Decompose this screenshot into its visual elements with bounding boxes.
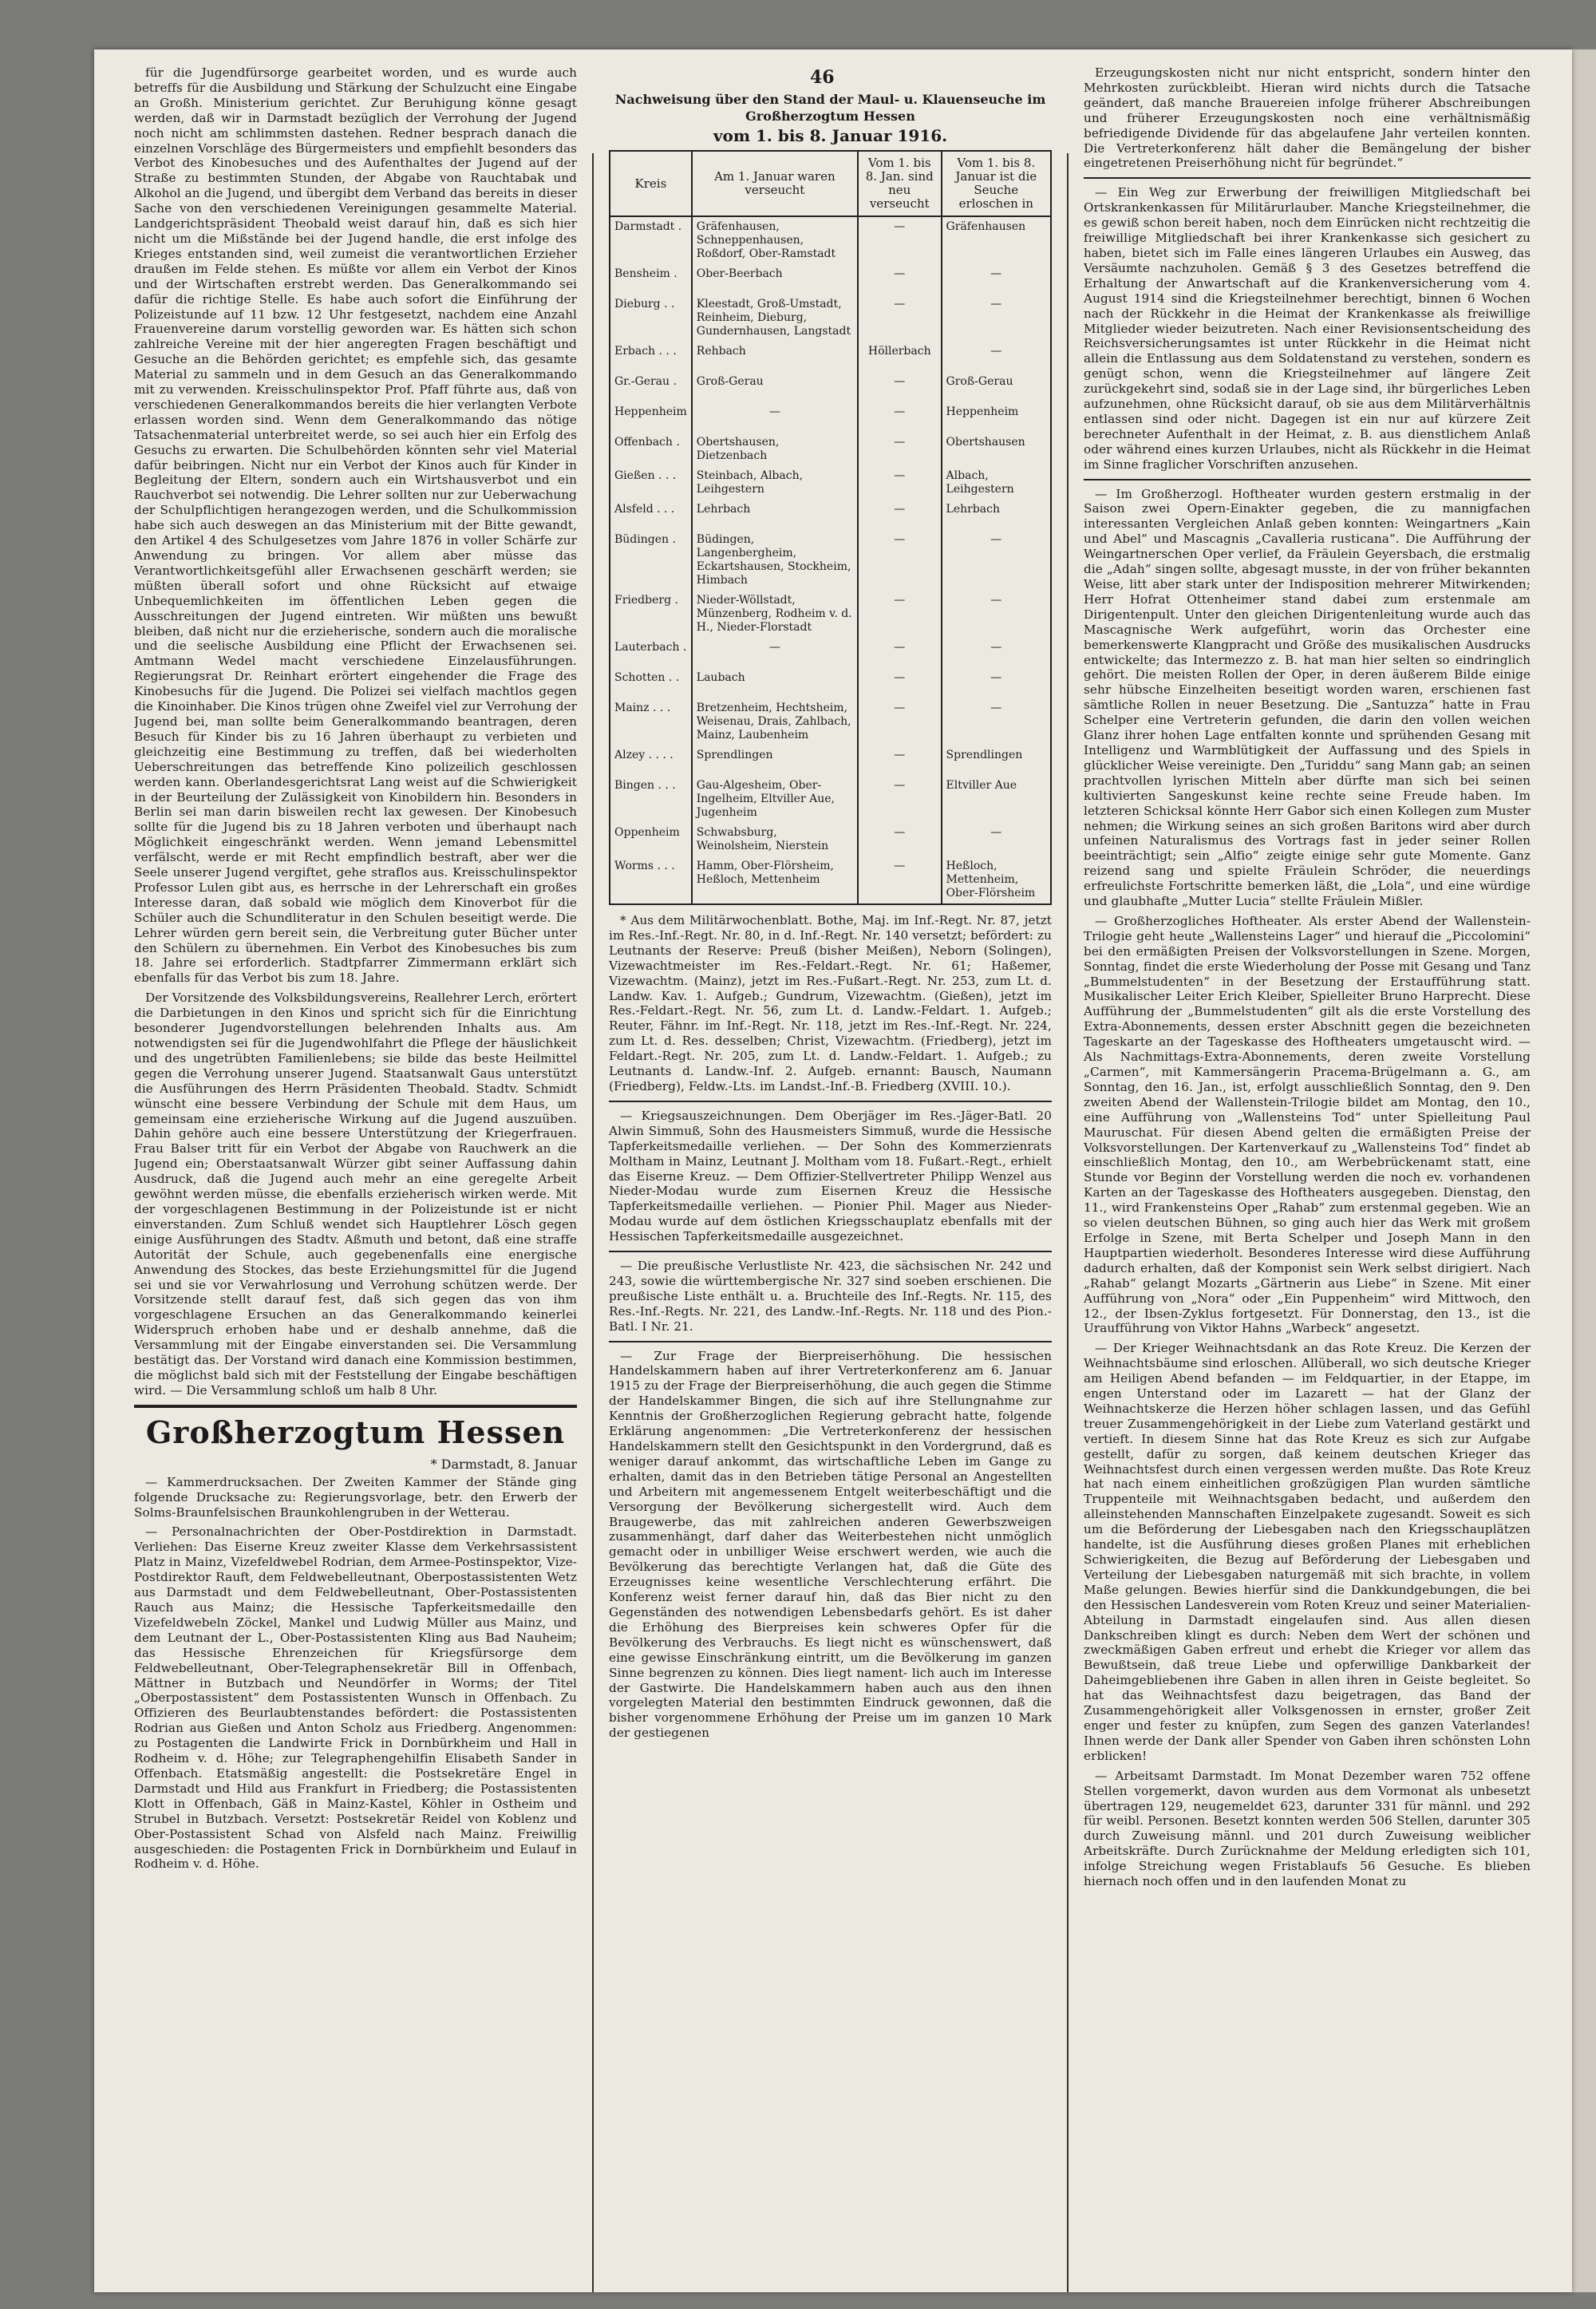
article-paragraph: — Im Großherzogl. Hoftheater wurden gestern erstmalig in der Saison zwei Opern-Einakter gegeben, die zu mannigfachen interessanten Vergleichen Anlaß geben konnten: Weingartners „Kain und Abel“ und Mascagnis „Cavalleria rusticana“. Die Aufführung der Weingartnerschen Oper verlief, da Fräulein Geyersbach, die erstmalig die „Adah“ singen sollte, abgesagt musste, in der von früher bekannten Weise, litt aber stark unter der Indisposition mehrerer Mitwirkenden; Herr Hofrat Ottenheimer stand dabei zum erstenmale am Dirigentenpult. Unter den gleichen Dirigentenleitung wurde auch das Mascagnische Werk aufgeführt, worin das Orchester eine bemerkenswerte Klangpracht und Größe des musikalischen Ausdrucks entwickelte; das Intermezzo z. B. hat man hier selten so eindringlich gehört. Die meisten Rollen der Oper, in deren äußerem Bilde einige sehr hübsche Einzelheiten beseitigt worden waren, erschienen fast sämtliche Rollen in neuer Besetzung. Die „Santuzza“ hatte in Frau Schelper eine Vertreterin gefunden, die darin den vollen weichen Glanz ihrer hohen Lage entfalten konnte und sprühenden Gesang mit Intelligenz und Warmblütigkeit der Auffassung und des Spiels in glücklicher Weise vereinigte. Den „Turiddu“ sang Mann gab; an seinen prachtvollen lyrischen Mitteln aber dürfte man sich bei seinen kultivierten Sangeskunst keine rechte seine Freude haben. Im letzteren Schicksal könnte Herr Gabor sich einen Kollegen zum Muster nehmen; die Wirkung seines an sich großen Baritons wird aber durch unfeinen Naturalismus des Vortrags fast in jeder seiner Rollen beeinträchtigt; sein „Alfio“ zeigte einige sehr gute Momente. Ganz reizend sang und spielte Fräulein Schröder, die neuerdings erfreulichste Fortschritte bemerken läßt, die „Lola“, und eine würdige und glaubhafte „Mutter Lucia“ stellte Fräulein Mißler. <box>1084 486 1531 909</box>
table-cell: — <box>858 402 942 433</box>
table-cell: — <box>858 264 942 295</box>
column-rule-left <box>592 153 594 2292</box>
table-cell: Offenbach . <box>610 433 692 466</box>
table-cell: Gräfenhausen <box>942 216 1051 264</box>
article-paragraph: für die Jugendfürsorge gearbeitet worden, und es wurde auch betreffs für die Ausbildung und Stärkung der Schulzucht eine Eingabe an Großh. Ministerium gerichtet. Zur Beruhigung könne gesagt werden, daß wir in Darmstadt bezüglich der Verrohung der Jugend noch nicht am schlimmsten dastehen. Redner besprach danach die einzelnen Vorschläge des Bürgermeisters und empfiehlt besonders das Verbot des Kinobesuches und des Aufenthaltes der Jugend auf der Straße zu bestimmten Stunden, der Abgabe von Rauchtabak und Alkohol an die Jugend, und übergibt dem Verband das bereits in dieser Sache von den verschiedenen Vereinigungen gesammelte Material. Landgerichtspräsident Theobald weist darauf hin, daß es sich hier nicht um die Mißstände bei der Jugend handle, die erst infolge des Krieges entstanden sind, weil zumeist die verantwortlichen Erzieher draußen im Felde stehen. Es müßte vor allem ein Verbot der Kinos und der Wirtschaften erstrebt werden. Das Generalkommando sei dafür die richtige Stelle. Es habe auch sofort die Einführung der Polizeistunde auf 11 bzw. 12 Uhr festgesetzt, nachdem eine Anzahl Frauenvereine darum vorstellig geworden war. Es hätten sich schon zahlreiche Vereine mit der hier angeregten Fragen beschäftigt und Gesuche an die Behörden gerichtet; es empfehle sich, das gesamte Material zu sammeln und in dem Gesuch an das Generalkommando mit zu verwenden. Kreisschulinspektor Prof. Pfaff führte aus, daß von verschiedenen Generalkommandos bereits die hier verlangten Verbote erlassen worden sind. Wenn dem Generalkommando das nötige Tatsachenmaterial unterbreitet werde, so sei auch hier ein Erfolg des Gesuchs zu erwarten. Die Schulbehörden könnten sehr viel Material dafür beibringen. Nicht nur ein Verbot der Kinos auch für Kinder in Begleitung der Eltern, sondern auch ein Wirtshausverbot und ein Rauchverbot sei notwendig. Die Lehrer sollten nur zur Ueberwachung der Schulpflichtigen herangezogen werden, und die Schulkommission habe sich auch deswegen an das Ministerium mit der Bitte gewandt, den Artikel 4 des Schulgesetzes vom Jahre 1876 in voller Schärfe zur Anwendung zu bringen. Vor allem aber müsse das Verantwortlichkeitsgefühl aller Erwachsenen geschärft werden; sie müßten überall sofort und ohne Rücksicht auf etwaige Unbequemlichkeiten im öffentlichen Leben gegen die Ausschreitungen der Jugend eintreten. Wir müßten uns bewußt bleiben, daß nicht nur die erzieherische, sondern auch die moralische und die seelische Ausbildung eine Pflicht der Erwachsenen sei. Amtmann Wedel macht verschiedene Einzelausführungen. Regierungsrat Dr. Reinhart erörtert eingehender die Frage des Kinobesuchs für die Jugend. Die Polizei sei vielfach machtlos gegen die Kinoinhaber. Die Kinos trügen ohne Zweifel viel zur Verrohung der Jugend bei, man sollte beim Generalkommando beantragen, deren Besuch für Kinder bis zu 16 Jahren überhaupt zu verbieten und gleichzeitig eine Bestimmung zu treffen, daß bei wiederholten Ueberschreitungen das betreffende Kino polizeilich geschlossen werden kann. Oberlandesgerichtsrat Lang weist auf die Schwierigkeit in der Beurteilung der Zulässigkeit von Kinobildern hin. Besonders in Berlin sei man darin bisweilen recht lax gewesen. Der Kinobesuch sollte für die Jugend bis zu 18 Jahren verboten und überhaupt nach Möglichkeit eingeschränkt werden. Wenn jemand Lebensmittel verfälscht, werde er mit Recht empfindlich bestraft, aber wer die Seele unserer Jugend vergiftet, gehe straflos aus. Kreisschulinspektor Professor Lulen gibt aus, es herrsche in der Lehrerschaft ein großes Interesse daran, daß sobald wie möglich dem Kinoverbot für die Schüler auch die Schundliteratur in den Schulen beseitigt werde. Die Lehrer würden gern bereit sein, die Verbreitung guter Bücher unter den Schülern zu übernehmen. Ein Verbot des Kinobesuches bis zum 18. Jahre sei erforderlich. Stadtpfarrer Zimmermann erklärt sich ebenfalls für das Verbot bis zum 18. Jahre. <box>134 65 577 986</box>
dateline: * Darmstadt, 8. Januar <box>430 1456 577 1472</box>
table-row <box>610 466 1051 500</box>
table-cell: — <box>858 433 942 466</box>
table-cell: — <box>942 668 1051 698</box>
table-cell: — <box>858 668 942 698</box>
article-paragraph: — Personalnachrichten der Ober-Postdirektion in Darmstadt. Verliehen: Das Eiserne Kreuz zweiter Klasse dem Verkehrsassistent Platz in Mainz, Vizefeldwebel Rodrian, dem Armee-Postinspektor, Vize-Postdirektor Rauft, dem Feldwebelleutnant, Oberpostassistenten Wetz aus Darmstadt und dem Feldwebelleutnant, Ober-Postassistenten Rauch aus Mainz; die Hessische Tapferkeitsmedaille den Vizefeldwebeln Zöckel, Mankel und Ludwig Müller aus Mainz, und dem Leutnant der L., Ober-Postassistenten Kling aus Bad Nauheim; das Hessische Ehrenzeichen für Kriegsfürsorge dem Feldwebelleutnant, Ober-Telegraphensekretär Bill in Offenbach, Mättner in Butzbach und Neundörfer in Worms; der Titel „Oberpostassistent“ dem Postassistenten Wunsch in Offenbach. Zu Offizieren des Beurlaubtenstandes befördert: die Postassistenten Rodrian aus Gießen und Anton Scholz aus Friedberg. Angenommen: zu Postagenten die Landwirte Frick in Dornbürkheim und Hall in Rodheim v. d. Höhe; zur Telegraphengehilfin Elisabeth Sander in Offenbach. Etatsmäßig angestellt: die Postsekretäre Engel in Darmstadt und Hild aus Frankfurt in Friedberg; die Postassistenten Klott in Offenbach, Gäß in Mainz-Kastel, Köhler in Ostheim und Strubel in Butzbach. Versetzt: Postsekretär Reidel von Koblenz und Ober-Postassistent Schad von Alsfeld nach Mainz. Freiwillig ausgeschieden: die Postagenten Frick in Dornbürkheim und Eulauf in Rodheim v. d. Höhe. <box>134 1524 577 1872</box>
table-row <box>610 295 1051 342</box>
table-cell: — <box>858 500 942 530</box>
table-cell: Gießen . . . <box>610 466 692 500</box>
table-cell: — <box>858 698 942 745</box>
article-paragraph: — Zur Frage der Bierpreiserhöhung. Die hessischen Handelskammern haben auf ihrer Vertreterkonferenz am 6. Januar 1915 zu der Frage der Bierpreiserhöhung, die auch gegen die Stimme der Handelskammer Bingen, die sich auf ihre Stellungnahme zur Kenntnis der Großherzoglichen Regierung gebracht hatte, folgende Erklärung angenommen: „Die Vertreterkonferenz der hessischen Handelskammern stellt den Gesichtspunkt in den Vordergrund, daß es weniger darauf ankommt, das wirtschaftliche Leben im Gange zu erhalten, damit das in den Betrieben tätige Personal an Angestellten und Arbeitern mit angemessenem Entgelt weiterbeschäftigt und die Versorgung der Bevölkerung sichergestellt wird. Auch dem Braugewerbe, das mit zahlreichen anderen Gewerbszweigen zusammenhängt, darf daher das Weiterbestehen nicht unmöglich gemacht oder in unbilliger Weise erschwert werden, wie auch die Bevölkerung das berechtigte Verlangen hat, daß die Güte des Erzeugnisses keine wesentliche Verschlechterung erfährt. Die Konferenz weist ferner darauf hin, daß das Bier nicht zu den Gegenständen des notwendigen Lebensbedarfs gehört. Es ist daher die Erhöhung des Bierpreises kein schweres Opfer für die Bevölkerung des Verbrauchs. Es liegt nicht es wünschenswert, daß eine gewisse Einschränkung eintritt, um die Bevölkerung im ganzen Sinne begrenzen zu können. Dies liegt nament- lich auch im Interesse der Gastwirte. Die Handelskammern haben auch aus den ihnen vorgelegten Material den bestimmten Eindruck gewonnen, daß die bisher vorgenommene Erhöhung der Preise um im ganzen 10 Mark der gestiegenen <box>609 1348 1052 1741</box>
table-cell: Groß-Gerau <box>942 372 1051 402</box>
table-header: Kreis <box>610 151 692 216</box>
table-cell: Dieburg . . <box>610 295 692 342</box>
table-row <box>610 500 1051 530</box>
table-cell: — <box>942 530 1051 591</box>
table-row <box>610 433 1051 466</box>
table-cell: Bretzenheim, Hechtsheim, Weisenau, Drais, Zahlbach, Mainz, Laubenheim <box>692 698 858 745</box>
table-cell: Obertshausen, Dietzenbach <box>692 433 858 466</box>
article-paragraph: — Großherzogliches Hoftheater. Als erster Abend der Wallenstein-Trilogie geht heute „Wallensteins Lager“ und hierauf die „Piccolomini“ bei den ermäßigten Preisen der Volksvorstellungen in Szene. Morgen, Sonntag, findet die erste Wiederholung der Posse mit Gesang und Tanz „Bummelstudenten“ in der Besetzung der Erstaufführung statt. Musikalischer Leiter Erich Kleiber, Spielleiter Bruno Harprecht. Diese Aufführung der „Bummelstudenten“ gilt als die erste Vorstellung des Extra-Abonnements, dessen erster Abschnitt gegen die bezeichneten Tageskarte an der Tageskasse des Hoftheaters umgetauscht wird. — Als Nachmittags-Extra-Abonnements, deren zweite Vorstellung „Carmen“, mit Kammersängerin Pracema-Brügelmann a. G., am Sonntag, den 16. Jan., ist, erfolgt ausschließlich Sonntag, den 9. Den zweiten Abend der Wallenstein-Trilogie bildet am Montag, den 10., eine Aufführung von „Wallensteins Tod“ unter Spielleitung Paul Mauruschat. Für diesen Abend gelten die ermäßigten Preise der Volksvorstellungen. Der Kartenverkauf zu „Wallensteins Tod“ findet ab einschließlich Montag, den 10., am Werbebrückenamt statt, eine Stunde vor Beginn der Vorstellung werden die noch ev. vorhandenen Karten an der Tageskasse des Hoftheaters ausgegeben. Dienstag, den 11., wird Frankensteins Oper „Rahab“ zum erstenmal gegeben. Wie an so vielen deutschen Bühnen, so ging auch hier das Werk mit großem Erfolge in Szene, mit Berta Schelper und Joseph Mann in den Hauptpartien wiederholt. Besonderes Interesse wird diese Aufführung dadurch erhalten, daß der Komponist sein Werk selbst dirigiert. Nach „Rahab“ gelangt Mozarts „Gärtnerin aus Liebe“ in Szene. Mit einer Aufführung von „Nora“ oder „Ein Puppenheim“ wird Mittwoch, den 12., der Ibsen-Zyklus fortgesetzt. Für Donnerstag, den 13., ist die Uraufführung von Viktor Hahns „Warbeck“ angesetzt. <box>1084 913 1531 1336</box>
table-cell: Büdingen . <box>610 530 692 591</box>
table-row <box>610 776 1051 823</box>
table-cell: Hamm, Ober-Flörsheim, Heßloch, Mettenheim <box>692 856 858 904</box>
table-cell: — <box>858 823 942 856</box>
table-cell: Laubach <box>692 668 858 698</box>
page-number: 46 <box>810 67 835 88</box>
section-title: Großherzogtum Hessen <box>145 1413 566 1450</box>
table-row <box>610 342 1051 372</box>
article-paragraph: * Aus dem Militärwochenblatt. Bothe, Maj. im Inf.-Regt. Nr. 87, jetzt im Res.-Inf.-Regt. Nr. 80, in d. Inf.-Regt. Nr. 140 versetzt; befördert: zu Leutnants der Reserve: Preuß (bisher Meißen), Neborn (Solingen), Vizewachtmeister im Res.-Feldart.-Regt. Nr. 61; Haßemer, Vizewachtm. (Mainz), jetzt im Res.-Fußart.-Regt. Nr. 253, zum Lt. d. Landw. Kav. 1. Aufgeb.; Gundrum, Vizewachtm. (Gießen), jetzt im Res.-Feldart.-Regt. Nr. 56, zum Lt. d. Landw.-Feldart. 1. Aufgeb.; Reuter, Fähnr. im Inf.-Regt. Nr. 118, jetzt im Res.-Inf.-Regt. Nr. 224, zum Lt. d. Res. desselben; Christ, Vizewachtm. (Friedberg), jetzt im Feldart.-Regt. Nr. 205, zum Lt. d. Landw.-Feldart. 1. Aufgeb.; zu Leutnants d. Landw.-Inf. 2. Aufgeb. ernannt: Bausch, Naumann (Friedberg), Feldw.-Lts. im Landst.-Inf.-B. Friedberg (XVIII. 10.). <box>609 913 1052 1093</box>
column-left <box>134 65 577 2236</box>
column-middle <box>609 91 1052 2262</box>
table-cell: — <box>942 295 1051 342</box>
table-cell: Sprendlingen <box>942 745 1051 776</box>
table-cell: — <box>942 698 1051 745</box>
table-row <box>610 216 1051 264</box>
article-paragraph: Erzeugungskosten nicht nur nicht entspricht, sondern hinter den Mehrkosten zurückbleibt. Hieran wird nichts durch die Tatsache geändert, daß manche Brauereien infolge früherer Abschreibungen und früherer Erzeugungskosten noch eine verhältnismäßig befriedigende Dividende für das abgelaufene Jahr verteilen konnten. Die Vertreterkonferenz hält daher die Bemängelung der bisher eingetretenen Preiserhöhung nicht für begründet.“ <box>1084 65 1531 171</box>
table-cell: Schotten . . <box>610 668 692 698</box>
table-cell: Eltviller Aue <box>942 776 1051 823</box>
table-subtitle: vom 1. bis 8. Januar 1916. <box>713 126 948 145</box>
table-cell: Albach, Leihgestern <box>942 466 1051 500</box>
table-cell: Gr.-Gerau . <box>610 372 692 402</box>
table-cell: Mainz . . . <box>610 698 692 745</box>
table-cell: — <box>858 216 942 264</box>
table-cell: Friedberg . <box>610 591 692 638</box>
table-cell: — <box>942 264 1051 295</box>
table-cell: Obertshausen <box>942 433 1051 466</box>
divider <box>1084 479 1531 480</box>
table-cell: Büdingen, Langenbergheim, Eckartshausen, Stockheim, Himbach <box>692 530 858 591</box>
table-cell: Gräfenhausen, Schneppenhausen, Roßdorf, Ober-Ramstadt <box>692 216 858 264</box>
table-cell: Sprendlingen <box>692 745 858 776</box>
table-row <box>610 530 1051 591</box>
table-header: Vom 1. bis 8. Jan. sind neu verseucht <box>858 151 942 216</box>
table-cell: — <box>942 638 1051 668</box>
table-cell: — <box>858 591 942 638</box>
table-cell: — <box>858 856 942 904</box>
table-row <box>610 638 1051 668</box>
table-body <box>610 216 1051 904</box>
table-cell: — <box>858 530 942 591</box>
table-cell: Lauterbach . <box>610 638 692 668</box>
table-cell: Bensheim . <box>610 264 692 295</box>
table-cell: — <box>858 295 942 342</box>
table-cell: Alzey . . . . <box>610 745 692 776</box>
table-cell: Oppenheim <box>610 823 692 856</box>
table-cell: Ober-Beerbach <box>692 264 858 295</box>
table-row <box>610 698 1051 745</box>
table-row <box>610 264 1051 295</box>
table-cell: — <box>692 402 858 433</box>
divider <box>609 1101 1052 1102</box>
table-cell: — <box>858 776 942 823</box>
table-cell: — <box>942 591 1051 638</box>
epidemic-table <box>609 150 1052 905</box>
table-cell: Nieder-Wöllstadt, Münzenberg, Rodheim v. d. H., Nieder-Florstadt <box>692 591 858 638</box>
column-right <box>1084 65 1531 2236</box>
table-cell: Heßloch, Mettenheim, Ober-Flörsheim <box>942 856 1051 904</box>
table-cell: Rehbach <box>692 342 858 372</box>
article-paragraph: — Kammerdrucksachen. Der Zweiten Kammer der Stände ging folgende Drucksache zu: Regierungsvorlage, betr. den Erwerb der Solms-Braunfelsischen Braunkohlengruben in der Wetterau. <box>134 1474 577 1520</box>
table-cell: Bingen . . . <box>610 776 692 823</box>
section-divider <box>134 1405 577 1408</box>
divider <box>1084 177 1531 179</box>
table-cell: — <box>858 466 942 500</box>
table-cell: Heppenheim <box>942 402 1051 433</box>
newspaper-page <box>94 49 1572 2292</box>
table-row <box>610 591 1051 638</box>
table-cell: — <box>942 342 1051 372</box>
table-cell: — <box>942 823 1051 856</box>
table-cell: Erbach . . . <box>610 342 692 372</box>
article-paragraph: — Ein Weg zur Erwerbung der freiwilligen Mitgliedschaft bei Ortskrankenkassen für Militärurlauber. Manche Kriegsteilnehmer, die es gewiß schon bereit haben, noch dem Einrücken nicht rechtzeitig die freiwillige Mitgliedschaft bei ihrer Krankenkasse sich gesichert zu haben, bietet sich im Falle eines längeren Urlaubes ein Ausweg, das Versäumte nachzuholen. Gemäß § 3 des Gesetzes betreffend die Erhaltung der Anwartschaft auf die Krankenversicherung vom 4. August 1914 sind die Kriegsteilnehmer berechtigt, binnen 6 Wochen nach der Rückkehr in die Heimat der Krankenkasse als freiwillige Mitglieder wieder beizutreten. Nach einer Revisionsentscheidung des Reichsversicherungsamtes ist unter Rückkehr in die Heimat nicht allein die Entlassung aus dem Soldatenstand zu verstehen, sondern es genügt schon, wenn die Kriegsteilnehmer auf längere Zeit zurückgekehrt sind, sodaß sie in der Lage sind, ihr bürgerliches Leben aufzunehmen, ohne Rücksicht darauf, ob sie aus dem Militärverhältnis entlassen sind oder nicht. Dagegen ist ein nur auf kürzere Zeit berechneter Aufenthalt in der Heimat, z. B. aus dienstlichem Anlaß oder während eines kurzen Urlaubes, nicht als Rückkehr in die Heimat im Sinne fraglicher Vorschriften anzusehen. <box>1084 185 1531 472</box>
article-paragraph: Der Vorsitzende des Volksbildungsvereins, Reallehrer Lerch, erörtert die Darbietungen in den Kinos und spricht sich für die Einrichtung besonderer Jugendvorstellungen belehrenden Inhalts aus. Am notwendigsten sei für die Jugendwohlfahrt die Pflege der häuslichkeit und des ungetrübten Familienlebens; sie bilde das beste Heilmittel gegen die Verrohung unserer Jugend. Staatsanwalt Gaus unterstützt die Ausführungen des Herrn Präsidenten Theobald. Stadtv. Schmidt wünscht eine bessere Verbindung der Schule mit dem Haus, um gemeinsam eine erzieherische Wirkung auf die Jugend auszuüben. Dahin gehöre auch eine bessere Unterstützung der Kriegerfrauen. Frau Balser tritt für ein Verbot der Abgabe von Rauchwerk an die Jugend ein; Oberstaatsanwalt Würzer gibt seiner Auffassung dahin Ausdruck, daß die Jugend auch mehr an eine geregelte Arbeit gewöhnt werden müsse, die ebenfalls erzieherisch wirken werde. Mit der vorgeschlagenen Bestimmung in der Polizeistunde ist er nicht einverstanden. Zum Schluß wendet sich Hauptlehrer Lösch gegen einige Ausführungen des Stadtv. Aßmuth und betont, daß eine straffe Autorität der Schule, auch gegebenenfalls eine energische Anwendung des Stockes, das beste Erziehungsmittel für die Jugend sei und sie vor Verwahrlosung und Verrohung schützen werde. Der Vorsitzende stellt darauf fest, daß sich gegen das von ihm vorgeschlagene Ersuchen an das Generalkommando keinerlei Widerspruch erhoben habe und er deshalb annehme, daß die Versammlung mit der Eingabe einverstanden sei. Die Versammlung bestätigt das. Der Vorstand wird danach eine Kommission bestimmen, die möglichst bald sich mit der Feststellung der Eingabe beschäftigen wird. — Die Versammlung schloß um halb 8 Uhr. <box>134 990 577 1398</box>
article-paragraph: — Die preußische Verlustliste Nr. 423, die sächsischen Nr. 242 und 243, sowie die württembergische Nr. 327 sind soeben erschienen. Die preußische Liste enthält u. a. Bruchteile des Inf.-Regts. Nr. 115, des Res.-Inf.-Regts. Nr. 221, des Landw.-Inf.-Regts. Nr. 118 und des Pion.-Batl. I Nr. 21. <box>609 1259 1052 1334</box>
divider <box>609 1251 1052 1252</box>
table-cell: Kleestadt, Groß-Umstadt, Reinheim, Dieburg, Gundernhausen, Langstadt <box>692 295 858 342</box>
table-row <box>610 823 1051 856</box>
divider <box>609 1341 1052 1342</box>
table-cell: Steinbach, Albach, Leihgestern <box>692 466 858 500</box>
table-cell: — <box>858 745 942 776</box>
table-cell: Lehrbach <box>692 500 858 530</box>
page-edge <box>1572 49 1596 2292</box>
article-paragraph: — Kriegsauszeichnungen. Dem Oberjäger im Res.-Jäger-Batl. 20 Alwin Simmuß, Sohn des Hausmeisters Simmuß, wurde die Hessische Tapferkeitsmedaille verliehen. — Der Sohn des Kommerzienrats Moltham in Mainz, Leutnant J. Moltham vom 18. Fußart.-Regt., erhielt das Eiserne Kreuz. — Dem Offizier-Stellvertreter Philipp Wenzel aus Nieder-Modau wurde zum Eisernen Kreuz die Hessische Tapferkeitsmedaille verliehen. — Pionier Phil. Mager aus Nieder-Modau wurde auf dem östlichen Kriegsschauplatz ebenfalls mit der Hessischen Tapferkeitsmedaille ausgezeichnet. <box>609 1108 1052 1244</box>
article-paragraph: — Arbeitsamt Darmstadt. Im Monat Dezember waren 752 offene Stellen vorgemerkt, davon wurden aus dem Vormonat als unbesetzt übertragen 129, neugemeldet 623, darunter 331 für männl. und 292 für weibl. Personen. Besetzt konnten werden 506 Stellen, darunter 305 durch Zuweisung männl. und 201 durch Zuweisung weiblicher Arbeitskräfte. Durch Zurücknahme der Meldung erledigten sich 101, infolge Streichung wegen Fristablaufs 56 Gesuche. Es blieben hiernach noch offen und in den laufenden Monat zu <box>1084 1768 1531 1889</box>
table-cell: Worms . . . <box>610 856 692 904</box>
table-cell: Lehrbach <box>942 500 1051 530</box>
table-header: Vom 1. bis 8. Januar ist die Seuche erloschen in <box>942 151 1051 216</box>
table-cell: Gau-Algesheim, Ober-Ingelheim, Eltviller Aue, Jugenheim <box>692 776 858 823</box>
table-cell: Alsfeld . . . <box>610 500 692 530</box>
table-cell: Höllerbach <box>858 342 942 372</box>
table-cell: — <box>692 638 858 668</box>
table-cell: — <box>858 372 942 402</box>
table-cell: Schwabsburg, Weinolsheim, Nierstein <box>692 823 858 856</box>
table-row <box>610 372 1051 402</box>
table-cell: Darmstadt . <box>610 216 692 264</box>
column-rule-right <box>1067 153 1069 2292</box>
table-cell: — <box>858 638 942 668</box>
table-header: Am 1. Januar waren verseucht <box>692 151 858 216</box>
table-row <box>610 856 1051 904</box>
article-paragraph: — Der Krieger Weihnachtsdank an das Rote Kreuz. Die Kerzen der Weihnachtsbäume sind erloschen. Allüberall, wo sich deutsche Krieger am Heiligen Abend befanden — im Feldquartier, in der Etappe, im engen Unterstand oder im Lazarett — hat der Glanz der Weihnachtskerze die Herzen höher schlagen lassen, und das Gefühl treuer Zusammengehörigkeit in der Liebe zum Vaterland gestärkt und vertieft. In diesem Sinne hat das Rote Kreuz es sich zur Aufgabe gestellt, dafür zu sorgen, daß keinem deutschen Krieger das Weihnachtsfest durch einen vergessen werden mußte. Das Rote Kreuz hat nach einem einheitlichen großzügigen Plan wurden sämtliche Truppenteile mit Weihnachtsgaben bedacht, und außerdem den alleinstehenden Mannschaften Einzelpakete zugesandt. Soweit es sich um die Beförderung der Liebesgaben nach den Kriegsschauplätzen handelte, ist die Ausführung dieses großen Planes mit erheblichen Schwierigkeiten, die Bezug auf Beförderung der Liebesgaben und Verteilung der Liebesgaben naturgemäß mit sich brachte, in vollem Maße gelungen. Bewies hierfür sind die Dankkundgebungen, die bei den Hessischen Landesverein vom Roten Kreuz und seiner Materialien-Abteilung in Darmstadt eingelaufen sind. Aus allen diesen Dankschreiben klingt es durch: Neben dem Wert der schönen und zweckmäßigen Gaben erfreut und erhebt die Krieger vor allem das Bewußtsein, daß treue Liebe und opferwillige Dankbarkeit der Daheimgebliebenen ihre Gaben in allen ihren in Geiste begleitet. So hat das Weihnachtsfest dazu beigetragen, das Band der Zusammengehörigkeit aller Volksgenossen in ernster, großer Zeit enger und fester zu knüpfen, zum Segen des ganzen Vaterlandes! Ihnen werde der Dank aller Spender von Gaben ihren schönsten Lohn erblicken! <box>1084 1341 1531 1763</box>
table-cell: Heppenheim <box>610 402 692 433</box>
table-title: Nachweisung über den Stand der Maul- u. Klauenseuche im Großherzogtum Hessen <box>614 92 1046 124</box>
table-row <box>610 668 1051 698</box>
table-header-row <box>610 151 1051 216</box>
table-cell: Groß-Gerau <box>692 372 858 402</box>
table-row <box>610 745 1051 776</box>
table-row <box>610 402 1051 433</box>
